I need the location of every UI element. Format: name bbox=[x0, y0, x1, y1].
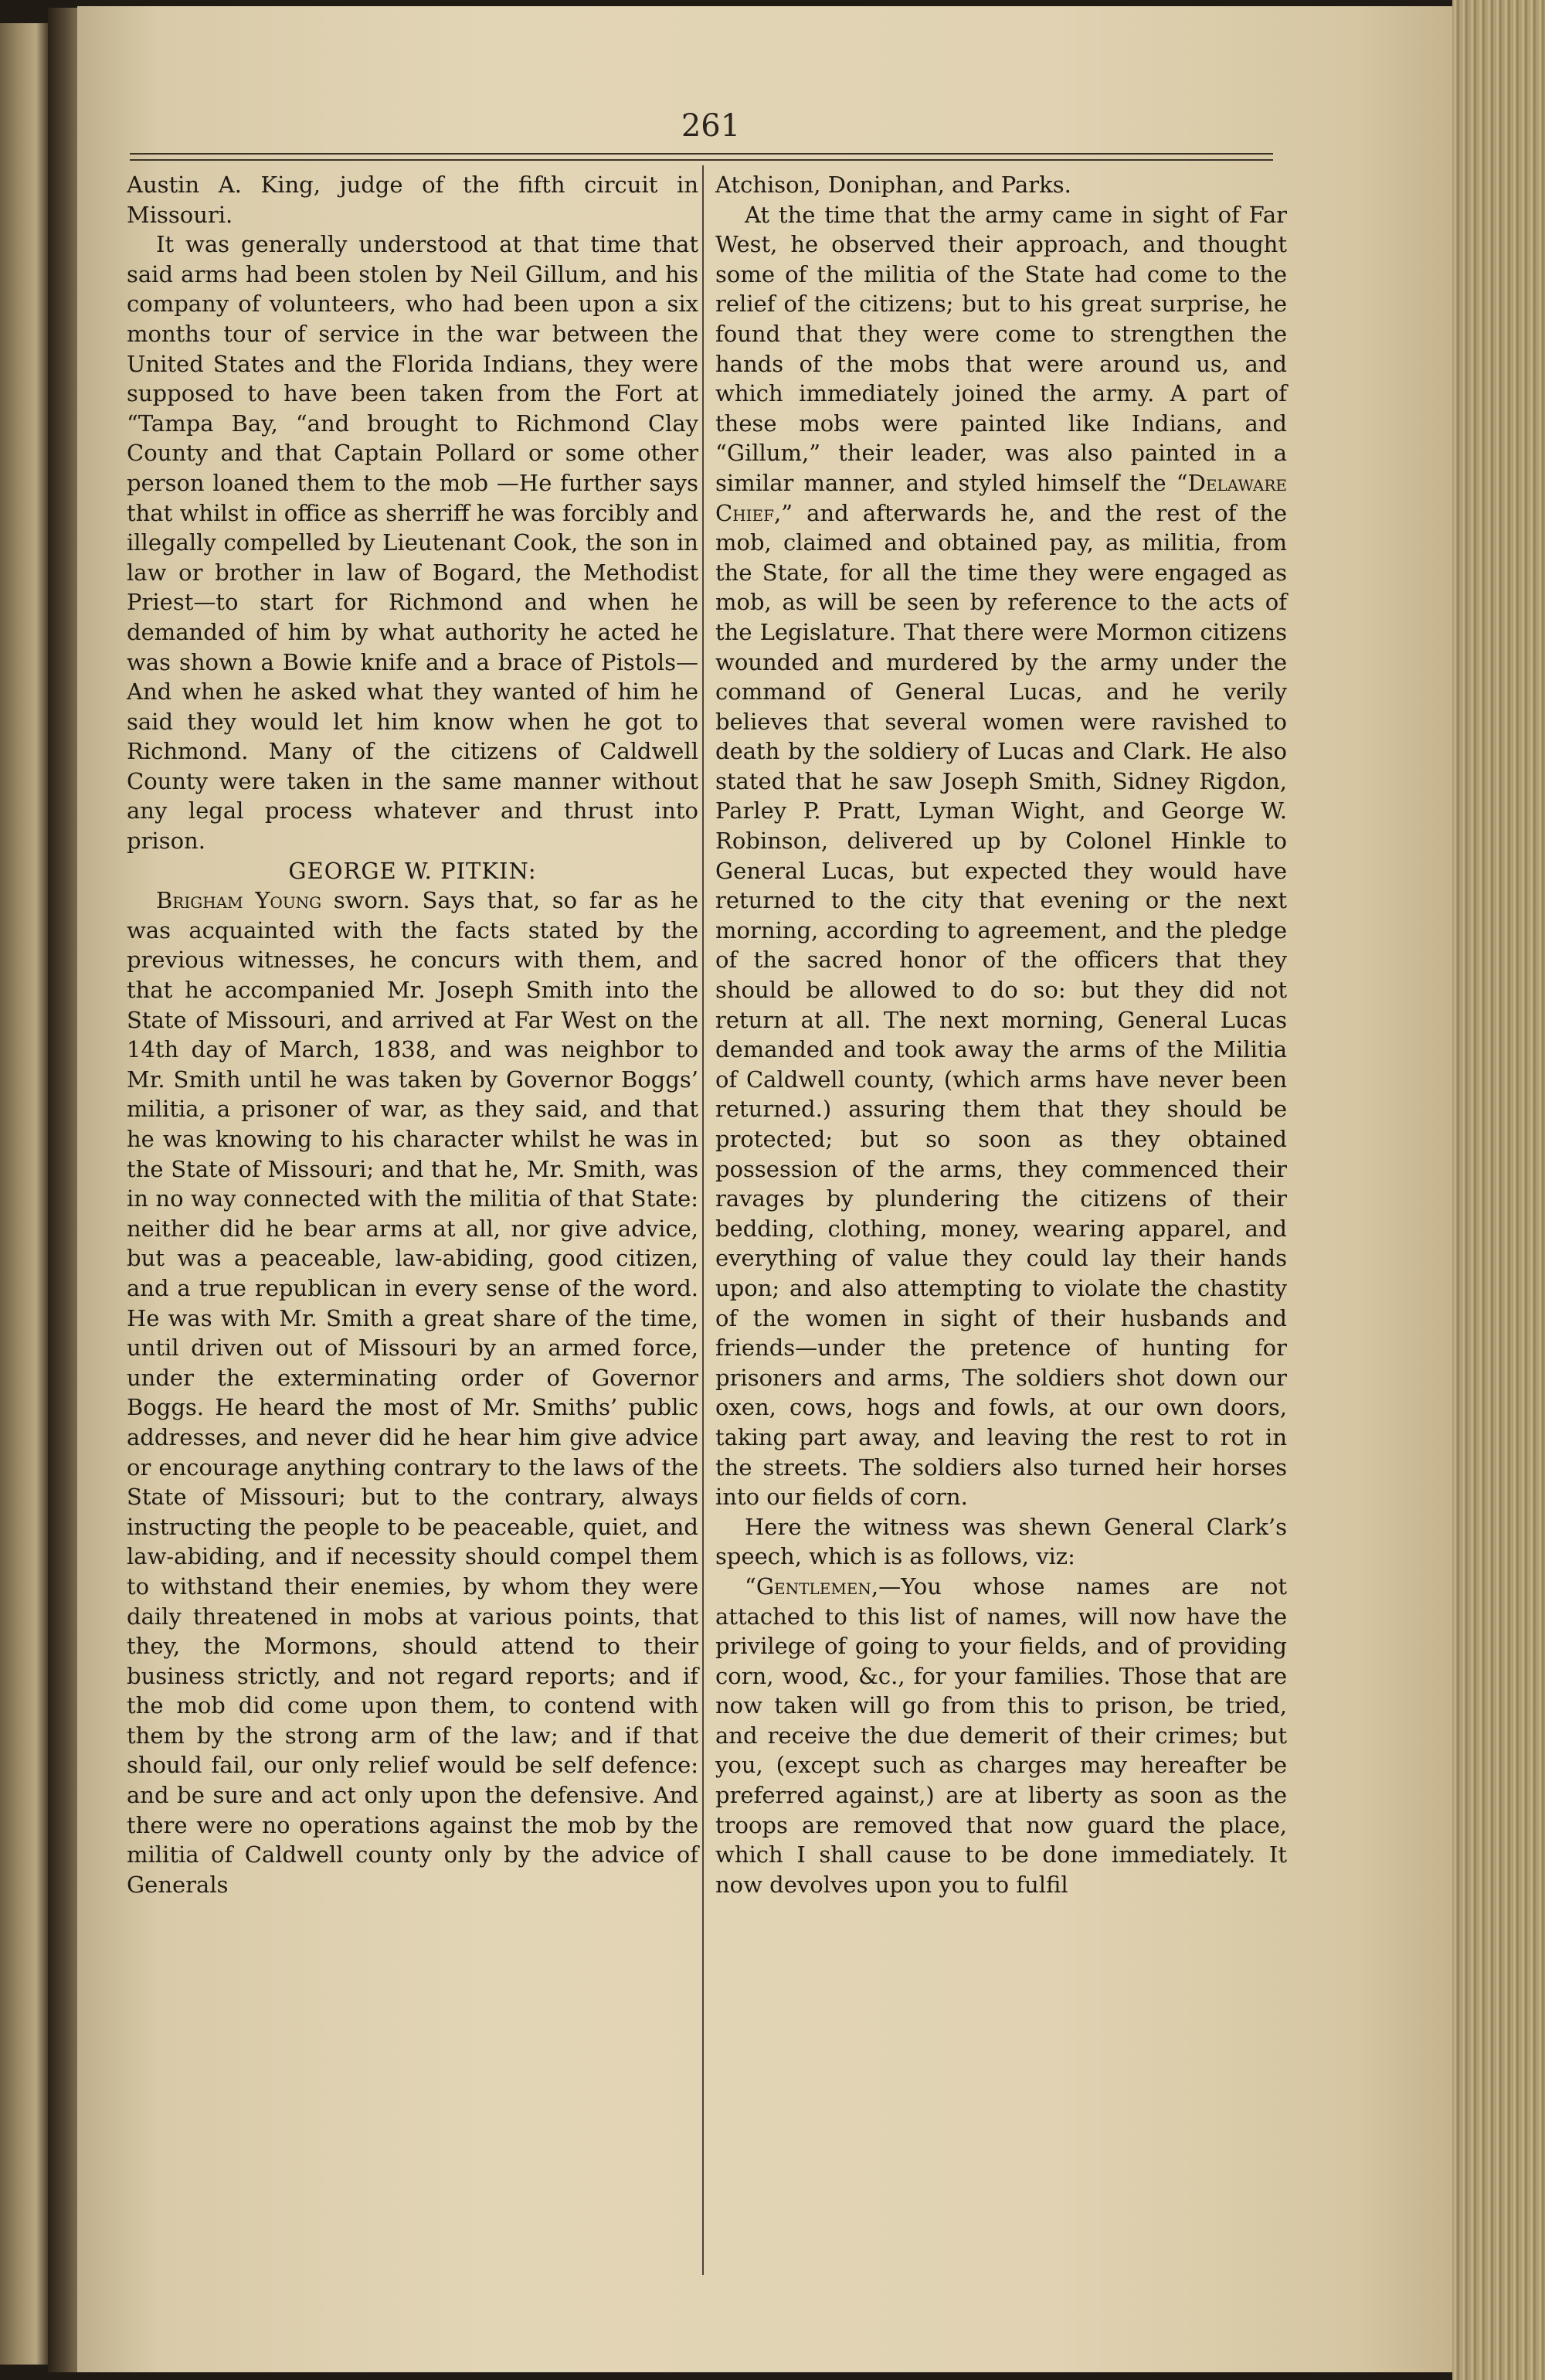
right-paragraph-3: Here the witness was shewn General Clark’s speech, which is as follows, viz: bbox=[715, 1513, 1287, 1570]
column-divider bbox=[702, 165, 704, 2275]
header-double-rule bbox=[130, 153, 1273, 161]
right-paragraph-2a: At the time that the army came in sight of Far West, he observed their approach, and thought some of the militia of the State had come to the relief of the citizens; but to his great surprise, he found that they were come to strengthen the hands of the mobs that were around us, and which immediately joined the army. A part of these mobs were painted like Indians, and “Gillum,” their leader, was also painted in a similar manner, and styled himself the “ bbox=[715, 201, 1287, 496]
right-paragraph-1: Atchison, Doniphan, and Parks. bbox=[715, 172, 1071, 198]
left-paragraph-2: It was generally understood at that time that said arms had been stolen by Neil Gillum, and his company of volunteers, who had been upon a six months tour of service in the war between the United States and the Florida Indians, they were supposed to have been taken from the Fort at “Tampa Bay, “and brought to Richmond Clay County and that Captain Pollard or some other person loaned them to the mob —He further says that whilst in office as sherriff he was forcibly and illegally compelled by Lieutenant Cook, the son in law or brother in law of Bogard, the Methodist Priest—to start for Richmond and when he demanded of him by what authority he acted he was shown a Bowie knife and a brace of Pistols—And when he asked what they wanted of him he said they would let him know when he got to Richmond. Many of the citizens of Caldwell County were taken in the same manner without any legal process whatever and thrust into prison. bbox=[127, 231, 698, 855]
page-stack-edge bbox=[1452, 0, 1545, 2380]
left-paragraph-3 bbox=[127, 886, 698, 1899]
right-column bbox=[715, 170, 1287, 1899]
testimony-text: sworn. Says that, so far as he was acquainted with the facts stated by the previous witnesses, he concurs with them, and that he accompanied Mr. Joseph Smith into the State of Missouri, and arrived at Far West on the 14th day of March, 1838, and was neighbor to Mr. Smith until he was taken by Governor Boggs’ militia, a prisoner of war, as they said, and that he was knowing to his character whilst he was in the State of Missouri; and that he, Mr. Smith, was in no way connected with the militia of that State: neither did he bear arms at all, nor give advice, but was a peaceable, law-abiding, good citizen, and a true republican in every sense of the word. He was with Mr. Smith a great share of the time, until driven out of Missouri by an armed force, under the exterminating order of Governor Boggs. He heard the most of Mr. Smiths’ public addresses, and never did he hear him give advice or encourage anything contrary to the laws of the State of Missouri; but to the contrary, always instructing the people to be peaceable, quiet, and law-abiding, and if necessity should compel them to withstand their enemies, by whom they were daily threatened in mobs at various points, that they, the Mormons, should attend to their business strictly, and not regard reports; and if the mob did come upon them, to contend with them by the strong arm of the law; and if that should fail, our only relief would be self defence: and be sure and act only upon the defensive. And there were no operations against the mob by the militia of Caldwell county only by the advice of Generals bbox=[127, 887, 699, 1898]
right-paragraph-2b: ,” and afterwards he, and the rest of the mob, claimed and obtained pay, as militia, from the State, for all the time they were engaged as mob, as will be seen by reference to the acts of the Legislature. That there were Mormon citizens wounded and murdered by the army under the command of General Lucas, and he verily believes that several women were ravished to death by the soldiery of Lucas and Clark. He also stated that he saw Joseph Smith, Sidney Rigdon, Parley P. Pratt, Lyman Wight, and George W. Robinson, delivered up by Colonel Hinkle to General Lucas, but expected they would have returned to the city that evening or the next morning, according to agreement, and the pledge of the sacred honor of the officers that they should be allowed to do so: but they did not return at all. The next morning, General Lucas demanded and took away the arms of the Militia of Caldwell county, (which arms have never been returned.) assuring them that they should be protected; but so soon as they obtained possession of the arms, they commenced their ravages by plundering the citizens of their bedding, clothing, money, wearing apparel, and everything of value they could lay their hands upon; and also attempting to violate the chastity of the women in sight of their husbands and friends—under the pretence of hunting for prisoners and arms, The soldiers shot down our oxen, cows, hogs and fowls, at our own doors, taking part away, and leaving the rest to rot in the streets. The soldiers also turned heir horses into our fields of corn. bbox=[715, 499, 1287, 1511]
witness-name: Brigham Young bbox=[156, 887, 322, 914]
left-page-edge bbox=[0, 23, 48, 2365]
right-paragraph-2 bbox=[715, 200, 1287, 1512]
left-column bbox=[127, 170, 698, 1899]
book-gutter bbox=[48, 8, 79, 2372]
speech-text: ,—You whose names are not attached to this list of names, will now have the privilege of going to your fields, and of providing corn, wood, &c., for your families. Those that are now taken will go from this to prison, be tried, and receive the due demerit of their crimes; but you, (except such as charges may hereafter be preferred against,) are at liberty as soon as the troops are removed that now guard the place, which I shall cause to be done immediately. It now devolves upon you to fulfil bbox=[715, 1572, 1287, 1898]
witness-signature: GEORGE W. PITKIN: bbox=[288, 857, 537, 884]
open-quote: “ bbox=[745, 1572, 756, 1600]
page-number: 261 bbox=[681, 108, 741, 144]
left-paragraph-1: Austin A. King, judge of the fifth circuit in Missouri. bbox=[127, 172, 698, 228]
clark-speech bbox=[715, 1572, 1287, 1900]
delaware-chief: Delaware Chief bbox=[715, 469, 1287, 526]
speech-salutation: Gentlemen bbox=[756, 1572, 871, 1600]
